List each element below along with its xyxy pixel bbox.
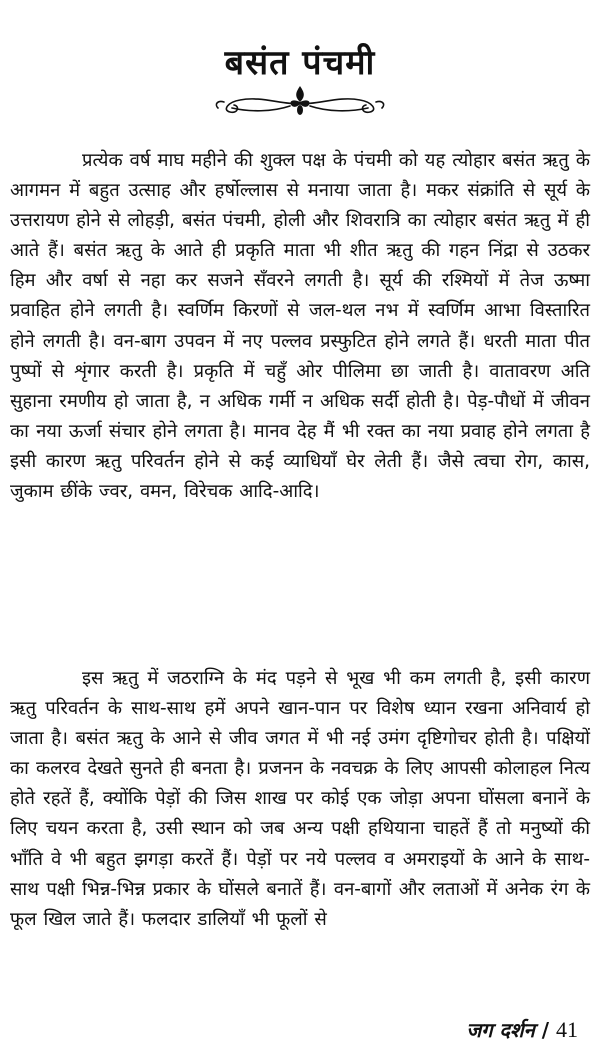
page-footer bbox=[466, 1016, 578, 1043]
decorative-divider-icon bbox=[210, 84, 390, 118]
page-number: 41 bbox=[556, 1017, 578, 1042]
magazine-name: जग दर्शन bbox=[466, 1018, 535, 1042]
paragraph: इस ऋतु में जठराग्नि के मंद पड़ने से भूख भी कम लगती है, इसी कारण ऋतु परिवर्तन के साथ-साथ हमें अपने खान-पान पर विशेष ध्यान रखना अनिवार्य हो जाता है। बसंत ऋतु के आने से जीव जगत में भी नई उमंग दृष्टिगोचर होती है। पक्षियों का कलरव देखते सुनते ही बनता है। प्रजनन के नवचक्र के लिए आपसी कोलाहल नित्य होते रहतें हैं, क्योंकि पेड़ों की जिस शाख पर कोई एक जोड़ा अपना घोंसला बनानें के लिए चयन करता है, उसी स्थान को जब अन्य पक्षी हथियाना चाहतें हैं तो मनुष्यों की भाँति वे भी बहुत झगड़ा करतें हैं। पेड़ों पर नये पल्लव व अमराइयों के आने के साथ-साथ पक्षी भिन्न-भिन्न प्रकार के घोंसले बनातें हैं। वन-बागों और लताओं में अनेक रंग के फूल खिल जाते हैं। फलदार डालियाँ भी फूलों से bbox=[10, 668, 590, 930]
footer-separator: / bbox=[541, 1018, 550, 1042]
paragraph: प्रत्येक वर्ष माघ महीने की शुक्ल पक्ष के पंचमी को यह त्योहार बसंत ऋतु के आगमन में बहुत उत्साह और हर्षोल्लास से मनाया जाता है। मकर संक्रांति से सूर्य के उत्तरायण होने से लोहड़ी, बसंत पंचमी, होली और शिवरात्रि का त्योहार बसंत ऋतु में ही आते हैं। बसंत ऋतु के आते ही प्रकृति माता भी शीत ऋतु की गहन निंद्रा से उठकर हिम और वर्षा से नहा कर सजने सँवरने लगती है। सूर्य की रश्मियों में तेज ऊष्मा प्रवाहित होने लगती है। स्वर्णिम किरणों से जल-थल नभ में स्वर्णिम आभा विस्तारित होने लगती है। वन-बाग उपवन में नए पल्लव प्रस्फुटित होने लगते हैं। धरती माता पीत पुष्पों से शृंगार करती है। प्रकृति में चहुँ ओर पीलिमा छा जाती है। वातावरण अति सुहाना रमणीय हो जाता है, न अधिक गर्मी न अधिक सर्दी होती है। पेड़-पौधों में जीवन का नया ऊर्जा संचार होने लगता है। मानव देह मैं भी रक्त का नया प्रवाह होने लगता है इसी कारण ऋतु परिवर्तन होने से कई व्याधियाँ घेर लेती हैं। जैसे त्वचा रोग, कास, जुकाम छींके ज्वर, वमन, विरेचक आदि-आदि। bbox=[10, 150, 590, 503]
page-title: बसंत पंचमी bbox=[224, 43, 376, 83]
